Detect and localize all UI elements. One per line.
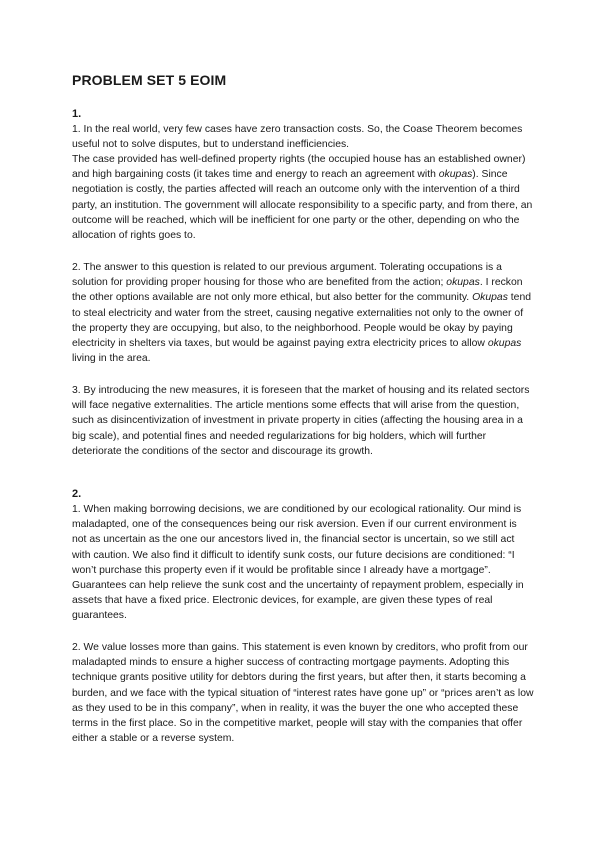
section-heading-2: 2. bbox=[72, 488, 82, 500]
paragraph: The case provided has well-defined property rights (the occupied house has an established owner) and high bargaining costs (it takes time and energy to reach an agreement with okupas). Since negotiation is costly, the parties affected will reach an outcome only with the intervention of a third party, an institution. The government will allocate responsibility to a specific party, and from there, an outcome will be reached, which will be inefficient for one party or the other, depending on who the allocation of rights goes to. bbox=[72, 154, 533, 242]
section-heading-1: 1. bbox=[72, 108, 82, 120]
paragraph: 1. In the real world, very few cases have zero transaction costs. So, the Coase Theorem becomes useful not to solve disputes, but to understand inefficiencies. bbox=[72, 124, 523, 151]
page-title: PROBLEM SET 5 EOIM bbox=[72, 72, 227, 88]
paragraph: 2. The answer to this question is related to our previous argument. Tolerating occupations is a solution for providing proper housing for those who are benefited from the action; okupas. I reckon the other options available are not only more ethical, but also better for the community. Okupas tend to steal electricity and water from the street, causing negative externalities not only to the owner of the property they are occupying, but also, to the neighborhood. People would be okay by paying electricity in shelters via taxes, but would be against paying extra electricity prices to allow okupas living in the area. bbox=[72, 262, 532, 365]
paragraph: 2. We value losses more than gains. This statement is even known by creditors, who profit from our maladapted minds to ensure a higher success of contracting mortgage payments. Adopting this technique grants positive utility for debtors during the first years, but after then, it starts becoming a burden, and we face with the typical situation of “interest rates have gone up” or “prices aren’t as low as they used to be in this company”, when in reality, it was the buyer the one who accepted these terms in the first place. So in the competitive market, people will stay with the companies that offer either a stable or a reverse system. bbox=[72, 642, 534, 745]
paragraph: 1. When making borrowing decisions, we are conditioned by our ecological rationality. Our mind is maladapted, one of the consequences being our risk aversion. Even if our current environment is not as uncertain as the one our ancestors lived in, the financial sector is uncertain, so we still act with caution. We also find it difficult to identify sunk costs, our future decisions are conditioned: “I won’t purchase this property even if it would be profitable since I already have a mortgage”. Guarantees can help relieve the sunk cost and the uncertainty of repayment problem, especially in assets that have a fixed price. Electronic devices, for example, are given these types of real guarantees. bbox=[72, 504, 524, 622]
paragraph: 3. By introducing the new measures, it is foreseen that the market of housing and its related sectors will face negative externalities. The article mentions some effects that will arise from the question, such as disincentivization of investment in private property in cities (affecting the housing area in a big scale), and potential fines and needed regularizations for big holders, which will further deteriorate the conditions of the sector and discourage its growth. bbox=[72, 385, 530, 457]
